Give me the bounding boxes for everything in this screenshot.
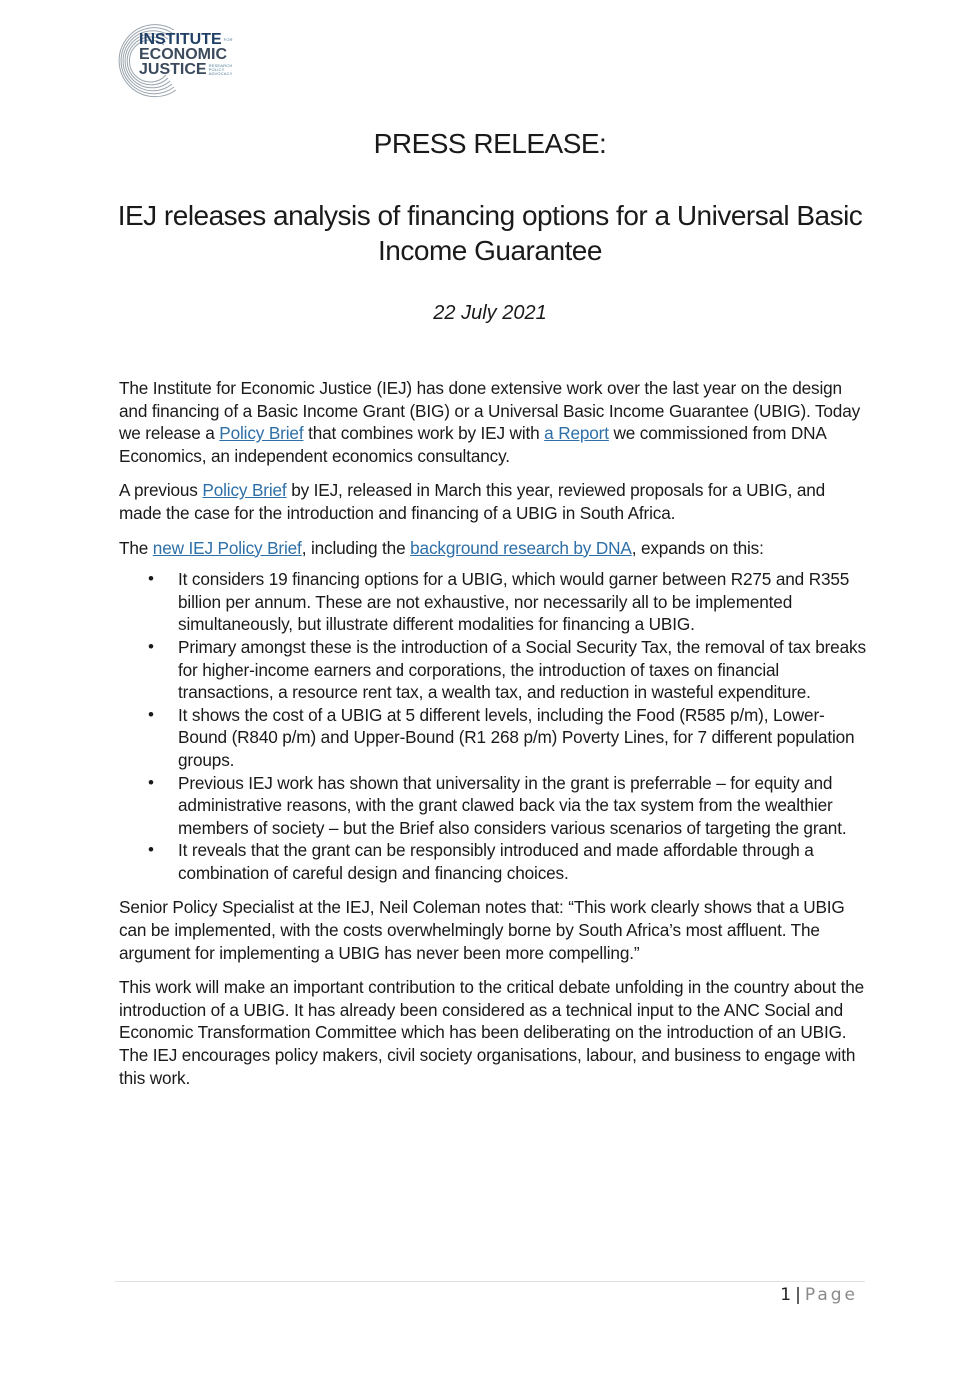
bullet-icon: •: [148, 569, 154, 589]
footer-divider: [115, 1281, 865, 1282]
findings-list: [119, 568, 867, 884]
list-item: • Primary amongst these is the introduction of a Social Security Tax, the removal of tax breaks for higher-income earners and corporations, the introduction of taxes on financial transactions, a resource rent tax, a wealth tax, and reduction in wasteful expenditure.: [148, 636, 866, 703]
logo-for: FOR: [223, 36, 233, 42]
logo-line1: INSTITUTE: [139, 31, 222, 48]
policy-brief-link[interactable]: Policy Brief: [219, 423, 304, 444]
press-release-label: PRESS RELEASE:: [373, 128, 607, 159]
list-item: • It reveals that the grant can be responsibly introduced and made affordable through a combination of careful design and financing choices.: [148, 840, 814, 883]
bullet-icon: •: [148, 636, 154, 656]
previous-policy-brief-link[interactable]: Policy Brief: [202, 480, 287, 501]
list-item: • It shows the cost of a UBIG at 5 different levels, including the Food (R585 p/m), Lower-Bound (R840 p/m) and Upper-Bound (R1 268 p/m) Poverty Lines, for 7 different population groups.: [148, 704, 855, 770]
document-body: [119, 377, 867, 1101]
logo-line3: JUSTICE: [139, 61, 207, 78]
paragraph-conclusion: This work will make an important contribution to the critical debate unfolding in the country about the introduction of a UBIG. It has already been considered as a technical input to the ANC Social and Economic Transformation Committee which has been deliberating on the introduction of an UBIG. The IEJ encourages policy makers, civil society organisations, labour, and business to engage with this work.: [119, 977, 865, 1088]
bullet-icon: •: [148, 772, 154, 792]
paragraph-new-brief: The new IEJ Policy Brief, including the background research by DNA, expands on this:: [119, 537, 764, 558]
list-item: • It considers 19 financing options for a UBIG, which would garner between R275 and R355 billion per annum. These are not exhaustive, nor necessarily all to be implemented simultaneously, but illustrate different modalities for financing a UBIG.: [148, 569, 850, 635]
page-number: 1 | Page: [780, 1285, 858, 1305]
paragraph-quote: Senior Policy Specialist at the IEJ, Neil Coleman notes that: “This work clearly shows that a UBIG can be implemented, with the costs overwhelmingly borne by South Africa’s most affluent. The argument for implementing a UBIG has never been more compelling.”: [119, 897, 845, 963]
logo-tagline: RESEARCH POLICY ADVOCACY: [208, 62, 233, 76]
logo-line2: ECONOMIC: [139, 46, 227, 63]
paragraph-intro: The Institute for Economic Justice (IEJ) has done extensive work over the last year on the design and financing of a Basic Income Grant (BIG) or a Universal Basic Income Guarantee (UBIG). Today we release a Policy Brief that combines work by IEJ with a Report we commissioned from DNA Economics, an independent economics consultancy.: [119, 378, 861, 466]
iej-logo: [112, 22, 242, 98]
headline: IEJ releases analysis of financing options for a Universal Basic Income Guarantee: [117, 200, 863, 266]
report-link[interactable]: a Report: [544, 423, 609, 444]
bullet-icon: •: [148, 840, 154, 860]
background-research-link[interactable]: background research by DNA: [410, 537, 632, 558]
paragraph-previous-brief: A previous Policy Brief by IEJ, released in March this year, reviewed proposals for a UBIG, and made the case for the introduction and financing of a UBIG in South Africa.: [119, 480, 826, 523]
bullet-icon: •: [148, 704, 154, 724]
new-policy-brief-link[interactable]: new IEJ Policy Brief: [152, 537, 302, 558]
list-item: • Previous IEJ work has shown that universality in the grant is preferrable – for equity and administrative reasons, with the grant clawed back via the tax system from the wealthier members of society – but the Brief also considers various scenarios of targeting the grant.: [148, 772, 847, 838]
release-date: 22 July 2021: [433, 302, 547, 324]
logo-wordmark: [139, 32, 233, 77]
